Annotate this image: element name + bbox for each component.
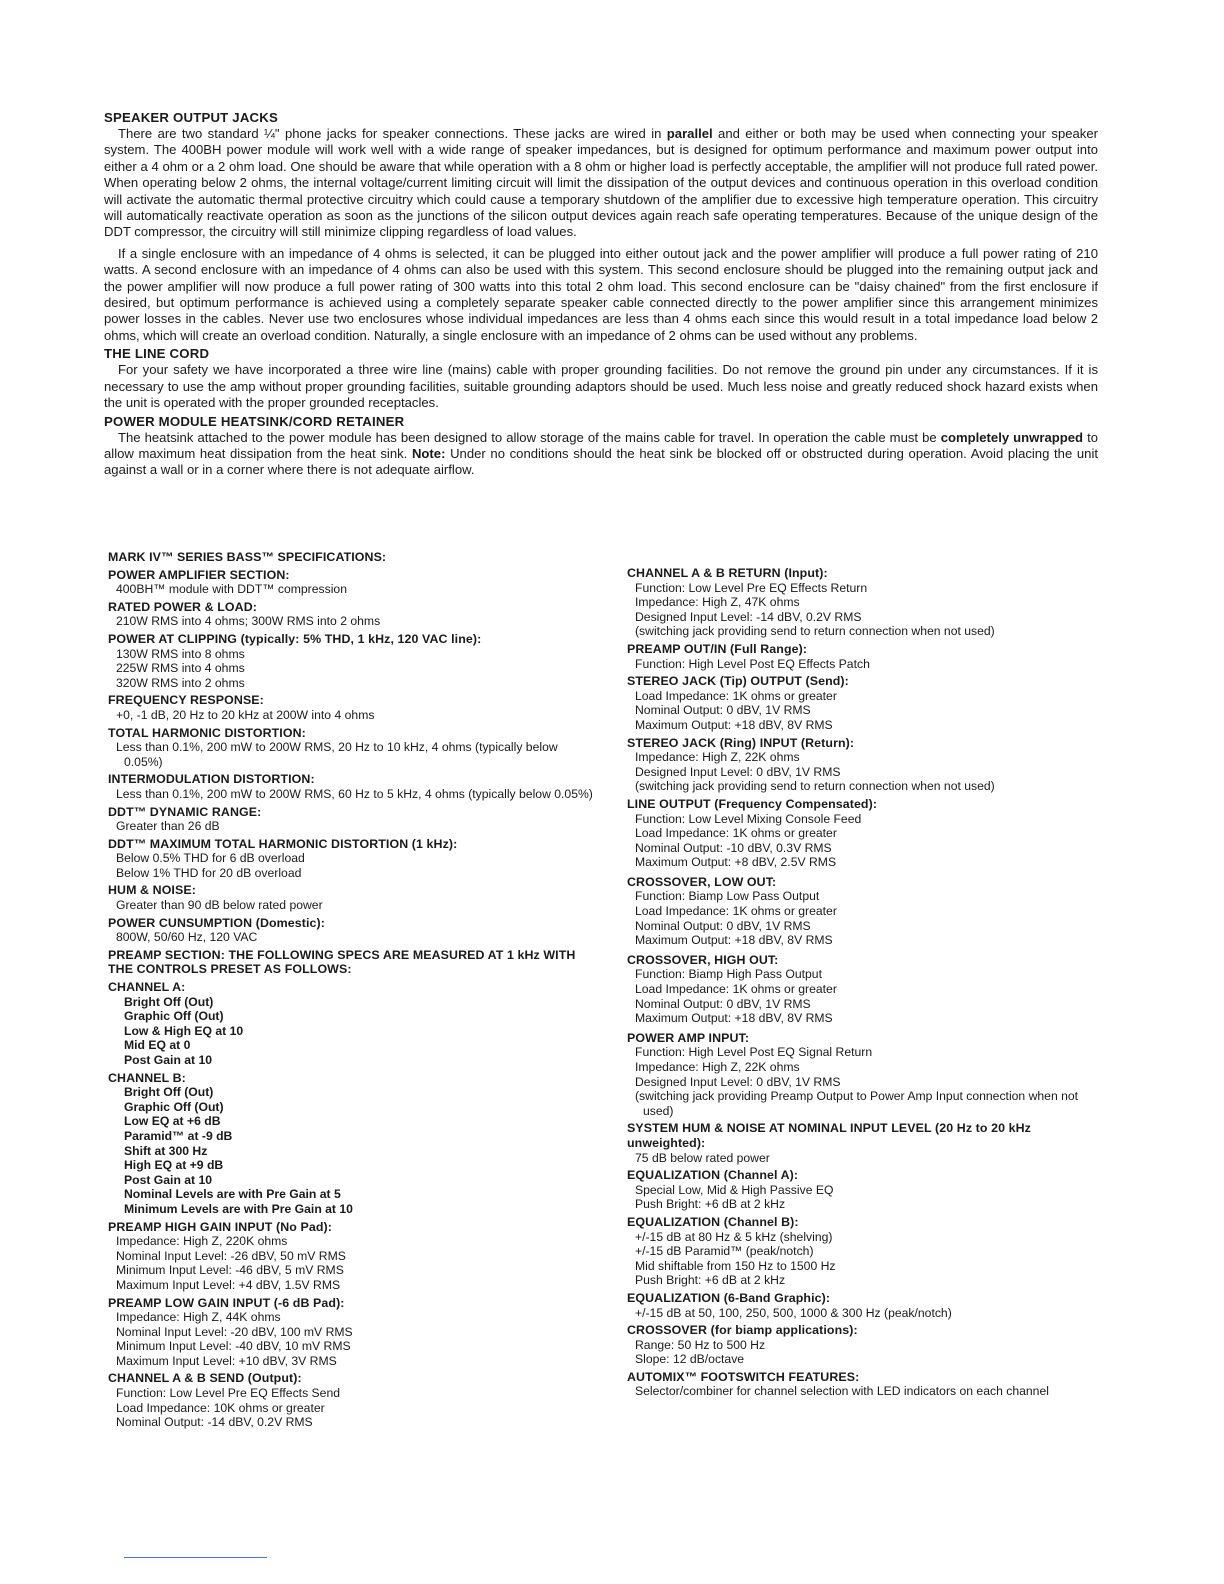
spec-line: +0, -1 dB, 20 Hz to 20 kHz at 200W into 4 ohms [116,707,375,722]
spec-line: Nominal Input Level: -20 dBV, 100 mV RMS [116,1324,353,1339]
spec-line: Impedance: High Z, 22K ohms [635,750,800,765]
spec-line: Function: Low Level Pre EQ Effects Return [635,580,868,595]
text-bold: Note: [411,445,446,461]
speaker-output-paragraph-1 [104,126,1098,241]
spec-heading: POWER AMPLIFIER SECTION: [108,567,290,582]
spec-heading: EQUALIZATION (Channel A): [627,1168,799,1183]
spec-line: Designed Input Level: 0 dBV, 1V RMS [635,1074,841,1089]
spec-line: Maximum Output: +8 dBV, 2.5V RMS [635,855,837,870]
spec-line: Greater than 90 dB below rated power [116,898,323,913]
spec-line: 400BH™ module with DDT™ compression [116,582,347,597]
spec-line: 75 dB below rated power [635,1150,770,1165]
spec-heading: DDT™ MAXIMUM TOTAL HARMONIC DISTORTION (1 kHz): [108,836,458,851]
spec-heading: INTERMODULATION DISTORTION: [108,772,315,787]
text-run: There are two standard ¼" phone jacks for speaker connections. These jacks are wired in [118,126,667,141]
spec-line: Impedance: High Z, 220K ohms [116,1234,288,1249]
footer-link-underline [124,1557,267,1558]
spec-heading: PREAMP HIGH GAIN INPUT (No Pad): [108,1219,332,1234]
spec-heading: DDT™ DYNAMIC RANGE: [108,804,262,819]
spec-line: Nominal Output: 0 dBV, 1V RMS [635,996,811,1011]
spec-heading: RATED POWER & LOAD: [108,599,257,614]
spec-line: Load Impedance: 1K ohms or greater [635,826,837,841]
spec-heading: CROSSOVER, HIGH OUT: [627,952,779,967]
body-text [104,110,1098,484]
spec-line: Nominal Output: -10 dBV, 0.3V RMS [635,840,832,855]
spec-heading: STEREO JACK (Tip) OUTPUT (Send): [627,674,849,689]
spec-line: Maximum Output: +18 dBV, 8V RMS [635,717,833,732]
speaker-output-heading: SPEAKER OUTPUT JACKS [104,110,278,125]
text-run: and either or both may be used when connecting your speaker system. The 400BH power module will work well with a wide range of speaker impedances, but is designed for optimum performance and maximum power output into either a 4 ohm or a 2 ohm load. One should be aware that while operation with a 8 ohm or higher load is perfectly acceptable, the amplifier will not produce full rated power. When operating below 2 ohms, the internal voltage/current limiting circuit will limit the dissipation of the output devices and continuous operation in this overload condition will activate the automatic thermal protective circuitry which could cause a temporary shutdown of the amplifier due to excessive high temperature operation. This circuitry will automatically reactivate operation as soon as the junctions of the silicon output devices again reach safe operating temperatures. Because of the unique design of the DDT compressor, the circuitry will still minimize clipping regardless of load values. [104,126,1098,240]
spec-line: Designed Input Level: -14 dBV, 0.2V RMS [635,609,862,624]
spec-heading: EQUALIZATION (Channel B): [627,1214,799,1229]
spec-line: Greater than 26 dB [116,819,220,834]
spec-line: Post Gain at 10 [124,1053,213,1067]
spec-line: Less than 0.1%, 200 mW to 200W RMS, 60 Hz to 5 kHz, 4 ohms (typically below 0.05%) [116,786,593,801]
spec-heading: CHANNEL A: [108,980,186,995]
text-run: to allow maximum heat dissipation from the heat sink. [104,429,1098,461]
spec-line: Below 0.5% THD for 6 dB overload [116,851,305,866]
spec-heading: CHANNEL B: [108,1070,186,1085]
speaker-output-paragraph-2: If a single enclosure with an impedance of 4 ohms is selected, it can be plugged into either outout jack and the power amplifier will produce a full power rating of 210 watts. A second enclosure with an impedance of 4 ohms can also be used with this system. This second enclosure should be plugged into the remaining output jack and the power amplifier will now produce a full power rating of 300 watts into this total 2 ohm load. This second enclosure can be "daisy chained" from the first enclosure if desired, but optimum performance is achieved using a completely separate speaker cable connected directly to the power amplifier since this arrangement minimizes power losses in the cables. Never use two enclosures whose individual impedances are less than 4 ohms each since this would result in a total impedance load below 2 ohms, which will create an overload condition. Naturally, a single enclosure with an impedance of 2 ohms can be used without any problems. [104,245,1098,343]
specs-left-column [108,550,598,1430]
spec-line: Maximum Output: +18 dBV, 8V RMS [635,1011,833,1026]
spec-heading: SYSTEM HUM & NOISE AT NOMINAL INPUT LEVEL (20 Hz to 20 kHz unweighted): [627,1121,1031,1150]
spec-line: Minimum Levels are with Pre Gain at 10 [124,1201,353,1216]
spec-line: +/-15 dB at 50, 100, 250, 500, 1000 & 300 Hz (peak/notch) [635,1305,952,1320]
spec-line: Function: Low Level Mixing Console Feed [635,811,862,826]
spec-line: Maximum Input Level: +10 dBV, 3V RMS [116,1353,337,1368]
spec-heading: PREAMP OUT/IN (Full Range): [627,641,808,656]
spec-line: Slope: 12 dB/octave [635,1352,745,1367]
heatsink-paragraph [104,430,1098,479]
spec-line: 130W RMS into 8 ohms [116,646,245,661]
spec-heading: PREAMP SECTION: THE FOLLOWING SPECS ARE MEASURED AT 1 kHz WITH THE CONTROLS PRESET AS FOLLOWS: [108,947,576,977]
spec-line: (switching jack providing Preamp Output to Power Amp Input connection when not used) [635,1089,1079,1118]
spec-line: Minimum Input Level: -46 dBV, 5 mV RMS [116,1263,344,1278]
specs-right-column [627,566,1107,1399]
spec-line: Mid shiftable from 150 Hz to 1500 Hz [635,1258,836,1273]
spec-line: Impedance: High Z, 47K ohms [635,595,800,610]
spec-line: Low & High EQ at 10 [124,1023,244,1038]
text-bold: parallel [666,126,713,141]
text-run: Under no conditions should the heat sink be blocked off or obstructed during operation. Avoid placing the unit against a wall or in a corner where there is not adequate airflow. [104,445,1098,478]
spec-line: Post Gain at 10 [124,1172,213,1187]
spec-heading: TOTAL HARMONIC DISTORTION: [108,725,306,740]
spec-line: Special Low, Mid & High Passive EQ [635,1182,834,1197]
spec-line: Function: High Level Post EQ Effects Patch [635,656,870,671]
spec-heading: EQUALIZATION (6-Band Graphic): [627,1290,831,1305]
spec-line: Impedance: High Z, 44K ohms [116,1310,281,1325]
spec-line: Push Bright: +6 dB at 2 kHz [635,1197,786,1212]
spec-heading: PREAMP LOW GAIN INPUT (-6 dB Pad): [108,1295,345,1310]
spec-heading: MARK IV™ SERIES BASS™ SPECIFICATIONS: [108,550,387,564]
line-cord-paragraph: For your safety we have incorporated a three wire line (mains) cable with proper grounding facilities. Do not remove the ground pin under any circumstances. If it is necessary to use the amp without proper grounding facilities, suitable grounding adaptors should be used. Much less noise and greatly reduced shock hazard exists when the unit is operated with the proper grounded receptacles. [104,362,1098,411]
spec-line: Low EQ at +6 dB [124,1114,221,1129]
spec-heading: POWER CUNSUMPTION (Domestic): [108,915,325,930]
spec-line: Function: Biamp Low Pass Output [635,889,820,904]
spec-line: (switching jack providing send to return connection when not used) [635,624,995,639]
spec-heading: CHANNEL A & B RETURN (Input): [627,566,828,580]
spec-line: 210W RMS into 4 ohms; 300W RMS into 2 ohms [116,614,381,629]
spec-line: (switching jack providing send to return connection when not used) [635,779,995,794]
spec-heading: POWER AMP INPUT: [627,1030,750,1045]
spec-line: Graphic Off (Out) [124,1009,224,1024]
spec-line: Mid EQ at 0 [124,1038,191,1053]
spec-line: +/-15 dB Paramid™ (peak/notch) [635,1244,814,1259]
spec-line: Function: Low Level Pre EQ Effects Send [116,1386,341,1401]
spec-heading: POWER AT CLIPPING (typically: 5% THD, 1 kHz, 120 VAC line): [108,631,482,646]
spec-line: Paramid™ at -9 dB [124,1128,233,1143]
spec-line: High EQ at +9 dB [124,1158,224,1173]
spec-line: Nominal Levels are with Pre Gain at 5 [124,1187,341,1202]
spec-line: Function: Biamp High Pass Output [635,967,822,982]
spec-line: Load Impedance: 1K ohms or greater [635,688,837,703]
spec-line: Nominal Input Level: -26 dBV, 50 mV RMS [116,1248,346,1263]
spec-line: Nominal Output: -14 dBV, 0.2V RMS [116,1415,313,1430]
spec-line: Less than 0.1%, 200 mW to 200W RMS, 20 Hz to 10 kHz, 4 ohms (typically below 0.05%) [116,740,558,769]
spec-line: Maximum Output: +18 dBV, 8V RMS [635,933,833,948]
spec-heading: CHANNEL A & B SEND (Output): [108,1371,302,1386]
spec-line: Below 1% THD for 20 dB overload [116,865,302,880]
spec-line: Bright Off (Out) [124,994,214,1009]
spec-line: Load Impedance: 10K ohms or greater [116,1400,325,1415]
spec-line: Load Impedance: 1K ohms or greater [635,904,837,919]
spec-line: Nominal Output: 0 dBV, 1V RMS [635,918,811,933]
spec-line: Range: 50 Hz to 500 Hz [635,1337,766,1352]
spec-line: Push Bright: +6 dB at 2 kHz [635,1273,786,1288]
spec-line: Maximum Input Level: +4 dBV, 1.5V RMS [116,1277,341,1292]
spec-heading: STEREO JACK (Ring) INPUT (Return): [627,735,855,750]
heatsink-heading: POWER MODULE HEATSINK/CORD RETAINER [104,413,405,429]
spec-line: Minimum Input Level: -40 dBV, 10 mV RMS [116,1339,351,1354]
spec-line: 225W RMS into 4 ohms [116,661,245,676]
spec-line: Graphic Off (Out) [124,1099,224,1114]
spec-line: 800W, 50/60 Hz, 120 VAC [116,930,258,945]
spec-heading: FREQUENCY RESPONSE: [108,693,264,708]
spec-heading: AUTOMIX™ FOOTSWITCH FEATURES: [627,1369,860,1384]
text-run: The heatsink attached to the power module has been designed to allow storage of the mains cable for travel. In operation the cable must be [118,429,941,445]
spec-line: Function: High Level Post EQ Signal Return [635,1045,873,1060]
spec-line: Selector/combiner for channel selection with LED indicators on each channel [635,1384,1049,1399]
spec-line: Designed Input Level: 0 dBV, 1V RMS [635,764,841,779]
spec-line: Impedance: High Z, 22K ohms [635,1060,800,1074]
spec-line: Load Impedance: 1K ohms or greater [635,982,837,997]
spec-heading: HUM & NOISE: [108,883,196,898]
spec-line: Nominal Output: 0 dBV, 1V RMS [635,703,811,718]
spec-line: +/-15 dB at 80 Hz & 5 kHz (shelving) [635,1229,833,1244]
spec-line: Bright Off (Out) [124,1085,214,1100]
spec-line: Shift at 300 Hz [124,1143,208,1158]
spec-line: 320W RMS into 2 ohms [116,675,245,690]
spec-heading: LINE OUTPUT (Frequency Compensated): [627,796,878,811]
line-cord-heading: THE LINE CORD [104,346,210,362]
text-bold: completely unwrapped [940,429,1084,445]
spec-heading: CROSSOVER (for biamp applications): [627,1323,858,1338]
spec-heading: CROSSOVER, LOW OUT: [627,874,777,889]
